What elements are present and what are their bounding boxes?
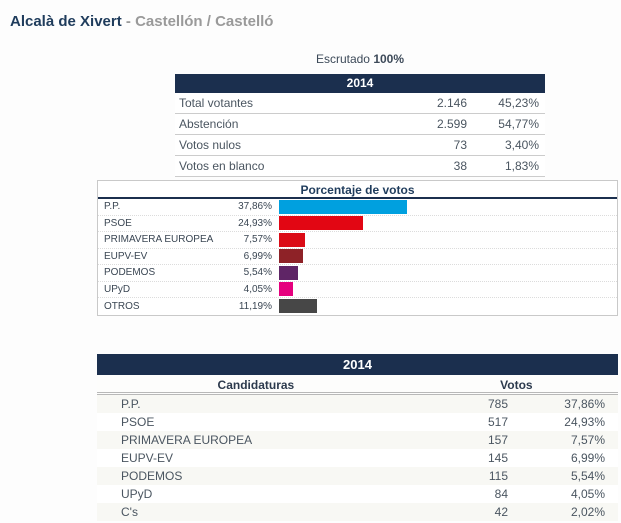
bar-track: [279, 249, 617, 263]
chart-value-label: 11,19%: [238, 300, 272, 312]
escrutado-line: [175, 50, 545, 68]
page-header: [0, 0, 621, 30]
summary-label: Abstención: [179, 117, 239, 131]
chart-value-label: 4,05%: [243, 283, 272, 295]
summary-pct: 54,77%: [498, 117, 539, 131]
party-name: P.P.: [121, 396, 141, 411]
province-subtitle: Castellón / Castelló: [135, 13, 274, 30]
results-row-upyd: [97, 485, 618, 503]
party-name: UPyD: [121, 486, 153, 501]
party-pct: 5,54%: [570, 468, 605, 483]
party-pct: 6,99%: [570, 450, 605, 465]
bar-track: [279, 299, 617, 313]
bar-track: [279, 282, 617, 296]
chart-category-label: PSOE: [104, 217, 132, 229]
vote-percentage-chart: [97, 180, 618, 316]
results-section: [97, 354, 618, 521]
summary-pct: 45,23%: [498, 96, 539, 110]
results-row-eupv: [97, 449, 618, 467]
results-row-primavera: [97, 431, 618, 449]
summary-label: Votos nulos: [179, 138, 242, 152]
column-header-votos: Votos: [500, 377, 533, 392]
chart-row-pp: [98, 199, 617, 216]
summary-value: 38: [453, 159, 467, 173]
party-pct: 37,86%: [564, 396, 605, 411]
bar-track: [279, 216, 617, 230]
summary-value: 2.599: [436, 117, 467, 131]
municipality-title: Alcalà de Xivert: [10, 13, 122, 30]
chart-value-label: 24,93%: [238, 217, 272, 229]
party-name: EUPV-EV: [121, 450, 174, 465]
chart-category-label: PRIMAVERA EUROPEA: [104, 234, 214, 246]
party-votes: 115: [488, 468, 508, 483]
results-column-headers: [97, 375, 618, 395]
party-pct: 7,57%: [570, 432, 605, 447]
bar-primavera: [279, 233, 305, 247]
party-votes: 42: [494, 504, 508, 519]
chart-category-label: OTROS: [104, 300, 140, 312]
title-separator: -: [125, 13, 131, 30]
bar-psoe: [279, 216, 363, 230]
chart-row-eupv: [98, 249, 617, 266]
bar-otros: [279, 299, 317, 313]
chart-category-label: PODEMOS: [104, 267, 156, 279]
party-votes: 517: [487, 414, 508, 429]
chart-row-podemos: [98, 265, 617, 282]
results-rows: [97, 395, 618, 521]
summary-label: Votos en blanco: [179, 159, 265, 173]
chart-title: Porcentaje de votos: [98, 181, 617, 199]
summary-pct: 3,40%: [504, 138, 539, 152]
chart-row-primavera: [98, 232, 617, 249]
summary-row-votos-nulos: [175, 135, 545, 156]
bar-pp: [279, 200, 407, 214]
summary-row-total-votantes: [175, 93, 545, 114]
bar-upyd: [279, 282, 293, 296]
party-name: PODEMOS: [121, 468, 183, 483]
party-name: C's: [121, 504, 138, 519]
party-pct: 24,93%: [564, 414, 605, 429]
results-row-psoe: [97, 413, 618, 431]
column-header-candidaturas: Candidaturas: [217, 377, 295, 392]
bar-eupv: [279, 249, 303, 263]
party-votes: 145: [487, 450, 508, 465]
summary-value: 2.146: [436, 96, 467, 110]
party-votes: 84: [494, 486, 508, 501]
bar-track: [279, 266, 617, 280]
summary-pct: 1,83%: [504, 159, 539, 173]
bar-track: [279, 233, 617, 247]
chart-value-label: 6,99%: [243, 250, 272, 262]
escrutado-value: 100%: [373, 52, 405, 66]
summary-year-header: 2014: [175, 74, 545, 93]
results-row-cs: [97, 503, 618, 521]
party-pct: 2,02%: [570, 504, 605, 519]
results-row-podemos: [97, 467, 618, 485]
party-votes: 157: [487, 432, 508, 447]
summary-label: Total votantes: [179, 96, 254, 110]
chart-category-label: EUPV-EV: [104, 250, 148, 262]
chart-value-label: 37,86%: [238, 201, 272, 213]
chart-category-label: P.P.: [104, 201, 121, 213]
party-votes: 785: [487, 396, 508, 411]
party-pct: 4,05%: [570, 486, 605, 501]
escrutado-label: Escrutado: [315, 52, 370, 66]
chart-category-label: UPyD: [104, 283, 131, 295]
bar-track: [279, 200, 617, 214]
results-row-pp: [97, 395, 618, 413]
results-year-header: 2014: [97, 354, 618, 375]
chart-value-label: 7,57%: [243, 234, 272, 246]
party-name: PRIMAVERA EUROPEA: [121, 432, 253, 447]
chart-row-psoe: [98, 216, 617, 233]
bar-podemos: [279, 266, 298, 280]
chart-row-upyd: [98, 282, 617, 299]
party-name: PSOE: [121, 414, 155, 429]
chart-value-label: 5,54%: [243, 267, 272, 279]
chart-row-otros: [98, 298, 617, 315]
summary-value: 73: [453, 138, 467, 152]
summary-row-abstencion: [175, 114, 545, 135]
summary-section: [175, 50, 545, 177]
summary-row-votos-blanco: [175, 156, 545, 177]
